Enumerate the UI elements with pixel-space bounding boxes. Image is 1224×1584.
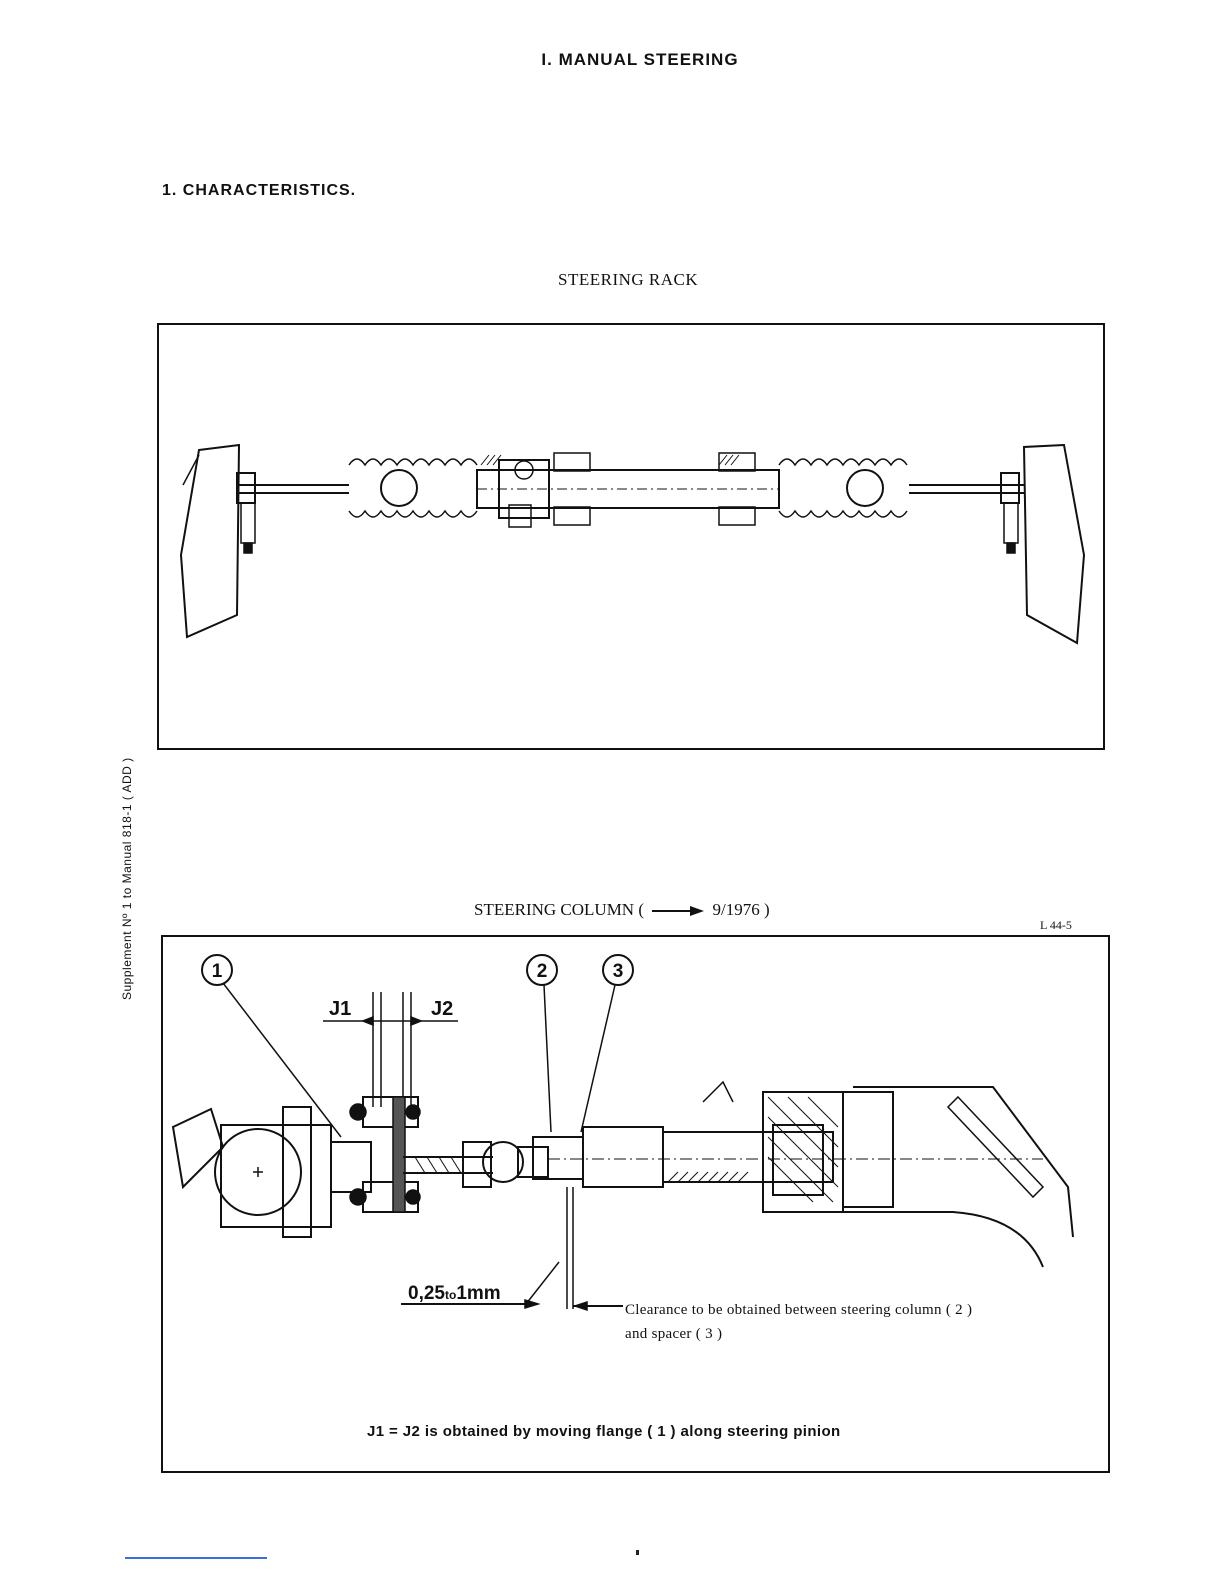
j2-label: J2	[431, 998, 454, 1020]
column-caption-prefix: STEERING COLUMN (	[474, 900, 644, 919]
clearance-max: 1mm	[456, 1283, 501, 1304]
clearance-to: to	[444, 1288, 457, 1302]
callout-1-label: 1	[211, 961, 223, 982]
callout-3-label: 3	[612, 961, 624, 982]
column-caption-date: 9/1976 )	[712, 900, 770, 919]
page-heading: I. MANUAL STEERING	[541, 50, 739, 69]
bottom-mark	[636, 1550, 639, 1555]
right-arrow-icon	[652, 901, 704, 921]
clearance-note-line-2: and spacer ( 3 )	[625, 1326, 723, 1342]
side-label: Supplement Nº 1 to Manual 818-1 ( ADD )	[120, 757, 134, 1000]
column-figure-caption	[474, 900, 770, 921]
clearance-value	[408, 1283, 501, 1305]
callout-2-label: 2	[536, 961, 548, 982]
clearance-note	[625, 1298, 972, 1346]
rack-figure-caption: STEERING RACK	[558, 270, 699, 289]
steering-column-figure	[161, 935, 1110, 1473]
section-heading: 1. CHARACTERISTICS.	[162, 182, 357, 199]
clearance-note-line-1: Clearance to be obtained between steering column ( 2 )	[625, 1302, 973, 1318]
figure-reference: L 44-5	[1040, 918, 1072, 932]
j1-label: J1	[329, 998, 352, 1020]
steering-column-drawing	[163, 937, 1108, 1471]
clearance-min: 0,25	[408, 1283, 445, 1304]
steering-rack-figure	[157, 323, 1105, 750]
j1-j2-note: J1 = J2 is obtained by moving flange ( 1 ) along steering pinion	[367, 1423, 841, 1440]
footer-underline	[125, 1557, 267, 1559]
steering-rack-drawing	[159, 325, 1103, 748]
